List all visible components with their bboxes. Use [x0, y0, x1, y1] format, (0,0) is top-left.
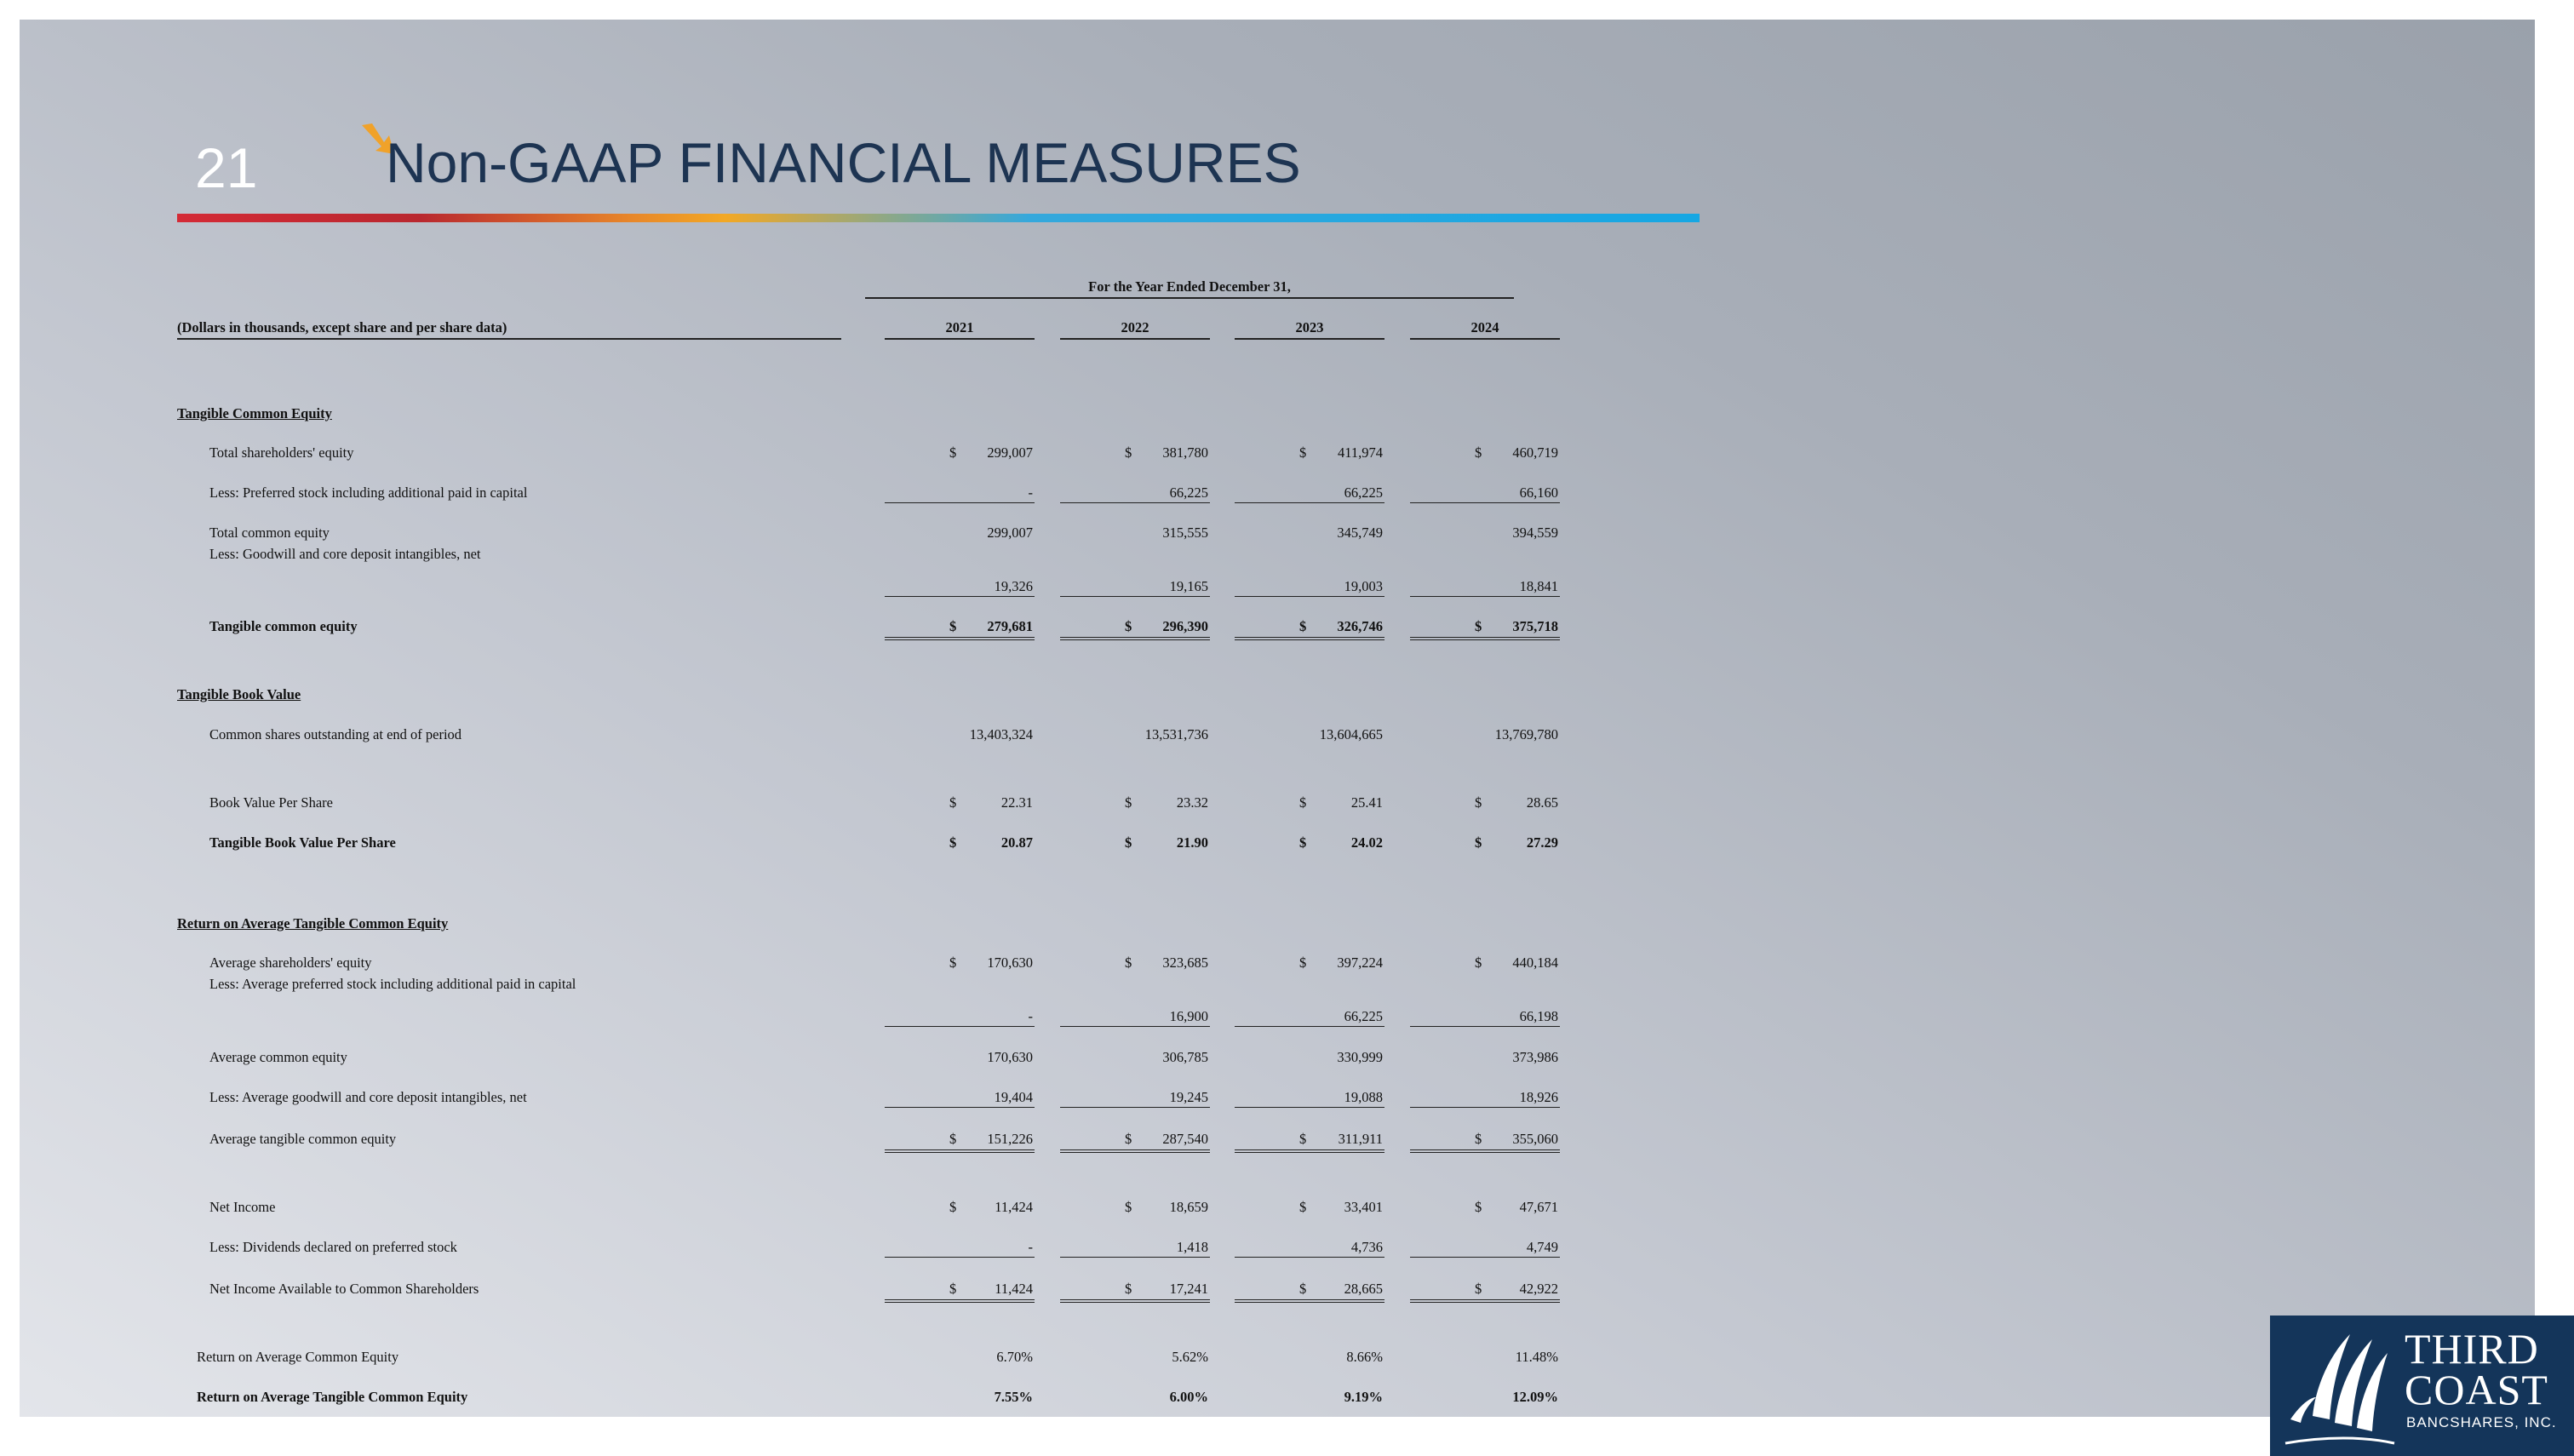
table-cell	[1060, 1281, 1210, 1303]
cell-value: 375,718	[1512, 618, 1558, 634]
table-cell	[1410, 578, 1560, 597]
dollar-sign: $	[1475, 954, 1482, 971]
table-cell	[1410, 1199, 1560, 1216]
cell-value: 13,531,736	[1144, 726, 1208, 742]
slide-title: Non-GAAP FINANCIAL MEASURES	[386, 131, 1301, 194]
cell-value: 151,226	[987, 1131, 1033, 1147]
cell-value: 4,749	[1526, 1239, 1558, 1255]
page-number: 21	[195, 136, 258, 199]
row-label: Less: Goodwill and core deposit intangibles, net	[209, 546, 481, 562]
row-label: Book Value Per Share	[209, 794, 333, 811]
cell-value: 66,198	[1519, 1008, 1558, 1024]
table-cell	[1060, 1131, 1210, 1153]
row-label: Less: Preferred stock including additional paid in capital	[209, 484, 528, 501]
dollar-sign: $	[1299, 834, 1307, 851]
cell-value: 20.87	[1000, 834, 1033, 851]
cell-value: 299,007	[987, 444, 1033, 461]
table-cell	[885, 954, 1035, 972]
cell-value: 11,424	[995, 1281, 1033, 1297]
cell-value: 394,559	[1512, 525, 1558, 541]
dollar-sign: $	[1125, 834, 1132, 851]
table-cell	[1060, 1089, 1210, 1108]
table-cell	[1060, 954, 1210, 972]
year-header: 2022	[1060, 319, 1210, 340]
section-heading: Return on Average Tangible Common Equity	[177, 915, 449, 931]
table-cell	[1060, 484, 1210, 503]
dollar-sign: $	[1125, 954, 1132, 971]
cell-value: 355,060	[1512, 1131, 1558, 1147]
cell-value: 12.09%	[1512, 1389, 1558, 1405]
cell-value: 373,986	[1512, 1049, 1558, 1065]
row-label: Less: Average preferred stock including additional paid in capital	[209, 976, 576, 992]
cell-value: -	[1028, 1239, 1033, 1255]
row-label: Average shareholders' equity	[209, 954, 372, 971]
row-label: Net Income Available to Common Shareholders	[209, 1281, 479, 1297]
table-cell	[1410, 954, 1560, 972]
table-cell	[1410, 1131, 1560, 1153]
cell-value: 19,326	[994, 578, 1033, 594]
cell-value: 279,681	[987, 618, 1033, 634]
cell-value: 21.90	[1176, 834, 1208, 851]
table-cell	[1235, 1349, 1384, 1366]
table-cell	[1235, 618, 1384, 640]
table-cell	[1060, 1008, 1210, 1027]
section-heading: Tangible Book Value	[177, 686, 301, 702]
cell-value: 24.02	[1350, 834, 1383, 851]
dollar-sign: $	[1299, 618, 1307, 634]
table-cell	[885, 1281, 1035, 1303]
table-cell	[1235, 1239, 1384, 1258]
cell-value: 440,184	[1512, 954, 1558, 971]
table-cell	[1060, 794, 1210, 811]
table-cell	[1060, 834, 1210, 851]
cell-value: 28.65	[1526, 794, 1558, 811]
dollar-sign: $	[1475, 618, 1482, 634]
cell-value: 19,003	[1344, 578, 1383, 594]
cell-value: 47,671	[1519, 1199, 1558, 1215]
cell-value: 460,719	[1512, 444, 1558, 461]
table-cell	[885, 1349, 1035, 1366]
cell-value: 22.31	[1000, 794, 1033, 811]
year-header: 2021	[885, 319, 1035, 340]
row-label: Tangible Book Value Per Share	[209, 834, 396, 851]
dollar-sign: $	[1125, 618, 1132, 634]
table-cell	[1410, 1008, 1560, 1027]
cell-value: 411,974	[1337, 444, 1383, 461]
table-cell	[1060, 618, 1210, 640]
cell-value: 9.19%	[1344, 1389, 1383, 1405]
dollar-sign: $	[1125, 444, 1132, 461]
cell-value: 18,926	[1519, 1089, 1558, 1105]
cell-value: 345,749	[1337, 525, 1383, 541]
table-cell	[885, 1089, 1035, 1108]
table-cell	[885, 1199, 1035, 1216]
table-cell	[1410, 444, 1560, 461]
cell-value: 13,403,324	[969, 726, 1033, 742]
table-cell	[1060, 525, 1210, 542]
cell-value: 19,404	[994, 1089, 1033, 1105]
table-cell	[1410, 1389, 1560, 1406]
table-cell	[1410, 484, 1560, 503]
logo-text-third: THIRD	[2405, 1325, 2539, 1373]
dollar-sign: $	[949, 444, 957, 461]
cell-value: 66,160	[1519, 484, 1558, 501]
cell-value: 287,540	[1162, 1131, 1208, 1147]
table-cell	[1060, 1049, 1210, 1066]
table-cell	[1235, 525, 1384, 542]
row-label: Net Income	[209, 1199, 276, 1215]
dollar-sign: $	[1475, 1131, 1482, 1147]
dollar-sign: $	[1475, 834, 1482, 851]
cell-value: 7.55%	[994, 1389, 1033, 1405]
dollar-sign: $	[1475, 1281, 1482, 1297]
table-cell	[885, 525, 1035, 542]
dollar-sign: $	[949, 834, 957, 851]
cell-value: 397,224	[1337, 954, 1383, 971]
dollar-sign: $	[949, 1281, 957, 1297]
cell-value: 13,769,780	[1494, 726, 1558, 742]
logo-text-coast: COAST	[2405, 1366, 2548, 1413]
table-cell	[1235, 1049, 1384, 1066]
table-cell	[885, 1049, 1035, 1066]
table-cell	[885, 578, 1035, 597]
cell-value: 11,424	[995, 1199, 1033, 1215]
table-cell	[1235, 1008, 1384, 1027]
table-cell	[885, 618, 1035, 640]
table-cell	[1235, 1281, 1384, 1303]
table-cell	[1410, 726, 1560, 743]
cell-value: 323,685	[1162, 954, 1208, 971]
row-label: Total shareholders' equity	[209, 444, 354, 461]
table-cell	[885, 1008, 1035, 1027]
table-cell	[1410, 1089, 1560, 1108]
logo-text-bancshares: BANCSHARES, INC.	[2406, 1414, 2557, 1430]
dollar-sign: $	[1475, 1199, 1482, 1215]
table-cell	[1060, 578, 1210, 597]
cell-value: 6.00%	[1169, 1389, 1208, 1405]
cell-value: 311,911	[1338, 1131, 1383, 1147]
dollar-sign: $	[949, 618, 957, 634]
cell-value: 170,630	[987, 1049, 1033, 1065]
dollar-sign: $	[1299, 1281, 1307, 1297]
section-heading: Tangible Common Equity	[177, 405, 332, 421]
cell-value: 4,736	[1350, 1239, 1383, 1255]
cell-value: 33,401	[1344, 1199, 1383, 1215]
cell-value: 42,922	[1519, 1281, 1558, 1297]
table-cell	[1235, 578, 1384, 597]
cell-value: 8.66%	[1346, 1349, 1383, 1365]
cell-value: 170,630	[987, 954, 1033, 971]
cell-value: 17,241	[1169, 1281, 1208, 1297]
cell-value: 19,165	[1169, 578, 1208, 594]
table-cell	[885, 484, 1035, 503]
cell-value: 66,225	[1344, 1008, 1383, 1024]
table-cell	[1235, 726, 1384, 743]
cell-value: 315,555	[1162, 525, 1208, 541]
table-cell	[1235, 1389, 1384, 1406]
row-label: Return on Average Common Equity	[197, 1349, 399, 1365]
cell-value: 23.32	[1176, 794, 1208, 811]
dollar-sign: $	[1299, 1199, 1307, 1215]
row-label: Average tangible common equity	[209, 1131, 397, 1147]
table-cell	[1410, 834, 1560, 851]
cell-value: 16,900	[1169, 1008, 1208, 1024]
table-cell	[1410, 794, 1560, 811]
cell-value: 11.48%	[1515, 1349, 1558, 1365]
table-cell	[1060, 1199, 1210, 1216]
table-cell	[1235, 834, 1384, 851]
cell-value: 306,785	[1162, 1049, 1208, 1065]
row-label: Total common equity	[209, 525, 330, 541]
table-cell	[1410, 1281, 1560, 1303]
dollar-sign: $	[949, 794, 957, 811]
slide	[20, 20, 2557, 1430]
cell-value: -	[1028, 1008, 1033, 1024]
table-cell	[885, 794, 1035, 811]
table-cell	[1060, 726, 1210, 743]
dollar-sign: $	[1125, 1131, 1132, 1147]
table-cell	[1235, 1131, 1384, 1153]
table-cell	[1235, 484, 1384, 503]
cell-value: 296,390	[1162, 618, 1208, 634]
dollar-sign: $	[1475, 794, 1482, 811]
sail-logo-icon	[2282, 1324, 2394, 1452]
table-cell	[1060, 1349, 1210, 1366]
dollar-sign: $	[1475, 444, 1482, 461]
cell-value: 13,604,665	[1319, 726, 1383, 742]
table-cell	[1410, 525, 1560, 542]
dollar-sign: $	[1125, 1281, 1132, 1297]
period-header: For the Year Ended December 31,	[865, 278, 1514, 299]
cell-value: 28,665	[1344, 1281, 1383, 1297]
dollar-sign: $	[1299, 794, 1307, 811]
row-label: Less: Dividends declared on preferred stock	[209, 1239, 457, 1255]
dollar-sign: $	[1299, 1131, 1307, 1147]
company-logo	[2270, 1316, 2574, 1456]
dollar-sign: $	[1125, 1199, 1132, 1215]
table-cell	[885, 1389, 1035, 1406]
table-cell	[885, 1131, 1035, 1153]
cell-value: 381,780	[1162, 444, 1208, 461]
row-label: Less: Average goodwill and core deposit intangibles, net	[209, 1089, 527, 1105]
dollar-sign: $	[949, 1199, 957, 1215]
cell-value: 299,007	[987, 525, 1033, 541]
cell-value: 326,746	[1337, 618, 1383, 634]
table-cell	[885, 834, 1035, 851]
table-cell	[1060, 1389, 1210, 1406]
dollar-sign: $	[1125, 794, 1132, 811]
dollar-sign: $	[1299, 444, 1307, 461]
dollar-sign: $	[949, 1131, 957, 1147]
table-cell	[1410, 1239, 1560, 1258]
row-label: Return on Average Tangible Common Equity	[197, 1389, 468, 1405]
table-cell	[1410, 1049, 1560, 1066]
cell-value: -	[1028, 484, 1033, 501]
units-label: (Dollars in thousands, except share and per share data)	[177, 319, 841, 340]
title-rule	[177, 214, 1700, 222]
row-label: Tangible common equity	[209, 618, 358, 634]
cell-value: 27.29	[1526, 834, 1558, 851]
dollar-sign: $	[949, 954, 957, 971]
cell-value: 1,418	[1176, 1239, 1208, 1255]
year-header: 2023	[1235, 319, 1384, 340]
table-cell	[1235, 954, 1384, 972]
table-cell	[1410, 1349, 1560, 1366]
row-label: Average common equity	[209, 1049, 347, 1065]
cell-value: 18,659	[1169, 1199, 1208, 1215]
cell-value: 66,225	[1344, 484, 1383, 501]
cell-value: 66,225	[1169, 484, 1208, 501]
cell-value: 19,088	[1344, 1089, 1383, 1105]
table-cell	[885, 726, 1035, 743]
table-cell	[1235, 794, 1384, 811]
table-cell	[1235, 1199, 1384, 1216]
table-cell	[1235, 1089, 1384, 1108]
dollar-sign: $	[1299, 954, 1307, 971]
table-cell	[885, 1239, 1035, 1258]
cell-value: 330,999	[1337, 1049, 1383, 1065]
cell-value: 25.41	[1350, 794, 1383, 811]
year-header: 2024	[1410, 319, 1560, 340]
table-cell	[1060, 444, 1210, 461]
cell-value: 18,841	[1519, 578, 1558, 594]
table-cell	[1060, 1239, 1210, 1258]
row-label: Common shares outstanding at end of period	[209, 726, 462, 742]
cell-value: 19,245	[1169, 1089, 1208, 1105]
cell-value: 5.62%	[1172, 1349, 1208, 1365]
cell-value: 6.70%	[996, 1349, 1033, 1365]
table-cell	[1410, 618, 1560, 640]
table-cell	[885, 444, 1035, 461]
table-cell	[1235, 444, 1384, 461]
